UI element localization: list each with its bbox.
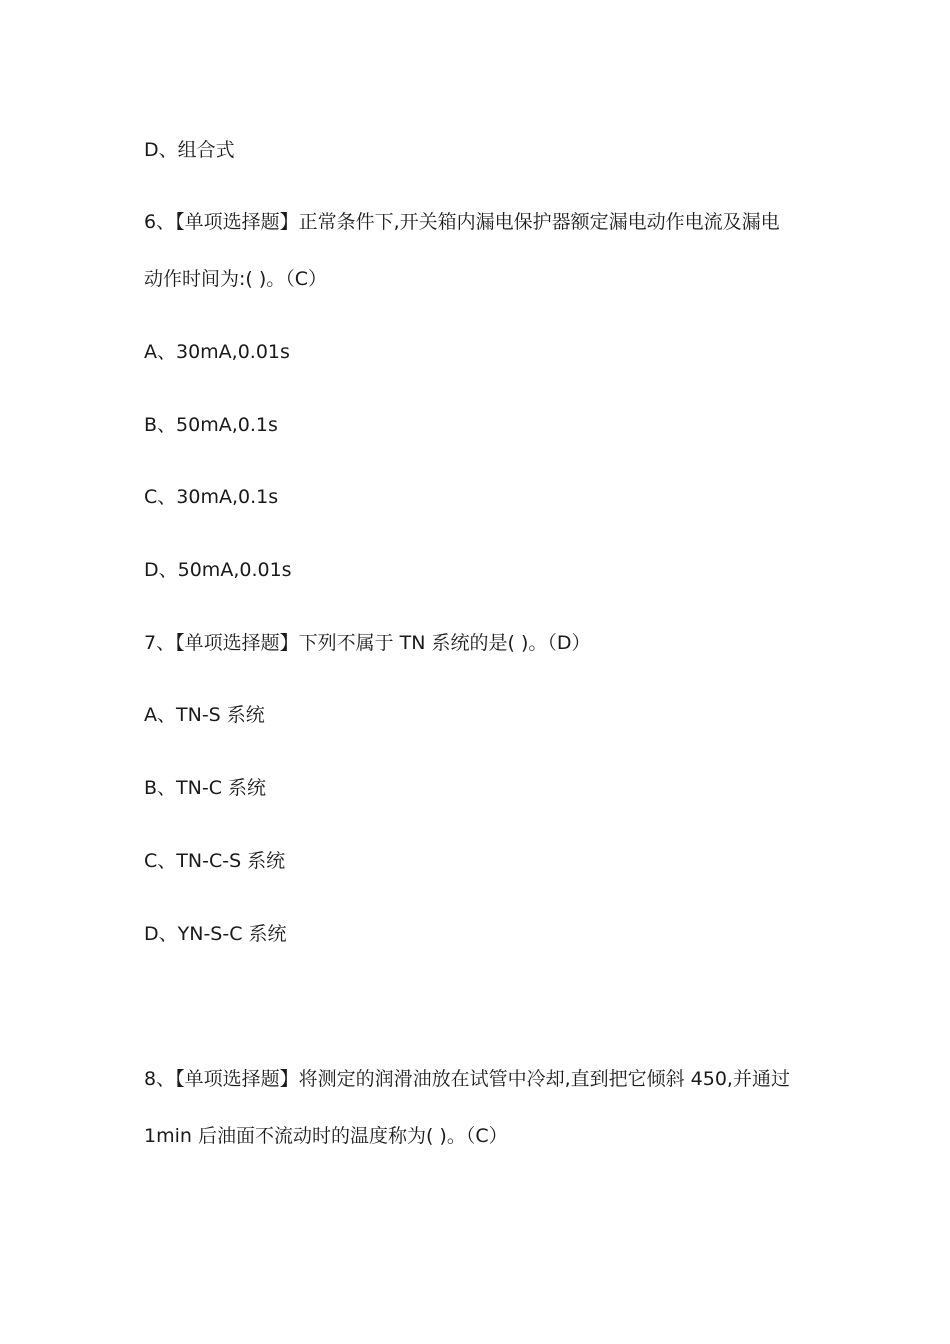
q6-stem-line1: 6、【单项选择题】正常条件下,开关箱内漏电保护器额定漏电动作电流及漏电 (144, 211, 780, 233)
q6-option-b: B、50mA,0.1s (144, 414, 278, 436)
q7-option-c: C、TN-C-S 系统 (144, 850, 286, 872)
q6-stem-line2: 动作时间为:( )。（C） (144, 268, 328, 290)
q5-option-d: D、组合式 (144, 139, 235, 161)
q7-stem: 7、【单项选择题】下列不属于 TN 系统的是( )。（D） (144, 632, 591, 654)
q6-option-d: D、50mA,0.01s (144, 559, 292, 581)
q7-option-d: D、YN-S-C 系统 (144, 923, 287, 945)
q6-option-c: C、30mA,0.1s (144, 486, 279, 508)
q8-stem-line1: 8、【单项选择题】将测定的润滑油放在试管中冷却,直到把它倾斜 450,并通过 (144, 1068, 790, 1090)
q7-option-a: A、TN-S 系统 (144, 704, 265, 726)
q7-option-b: B、TN-C 系统 (144, 777, 267, 799)
q8-stem-line2: 1min 后油面不流动时的温度称为( )。（C） (144, 1125, 508, 1147)
q6-option-a: A、30mA,0.01s (144, 341, 290, 363)
